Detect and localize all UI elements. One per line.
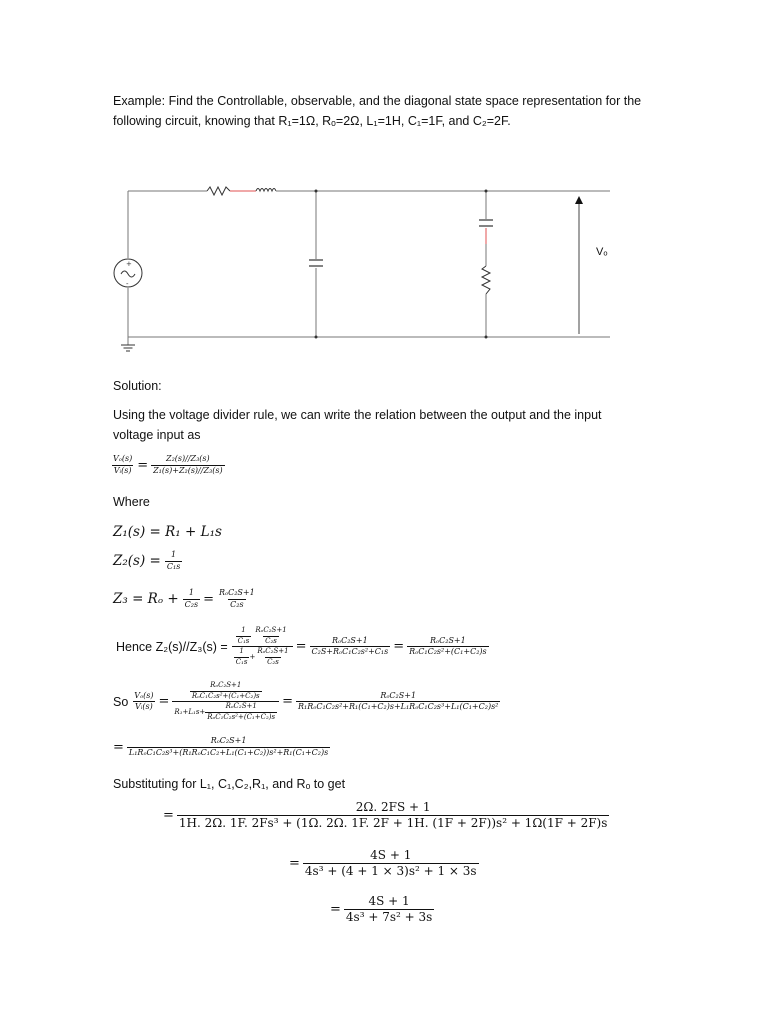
capacitor-c1 xyxy=(309,260,323,266)
z3-num1: 1 xyxy=(188,588,194,597)
final-sym-num: RₒC₂S+1 xyxy=(210,736,247,745)
final-symbolic-equation: = $\frac{\text{RₒC₂S+1}}{\text{L₁RₒC₁C₂s³+(R₁RₒC₁C₂+L₁(C₁+C₂))s²+R₁(C₁+C₂)s}}$ xyxy=(113,736,329,757)
vo-label: Vₒ xyxy=(596,246,608,258)
hence-b-den: C₂S+RₒC₁C₂s²+C₁s xyxy=(311,647,389,657)
hence-a-d2d: C₂s xyxy=(267,658,279,667)
sub1-den: 1H. 2Ω. 1F. 2Fs³ + (1Ω. 2Ω. 1F. 2F + 1H. (1F + 2F))s² + 1Ω(1F + 2F)s xyxy=(178,816,608,831)
z2-den: C₁s xyxy=(166,561,181,571)
svg-text:-: - xyxy=(126,280,129,288)
eq-voltage-divider: $\frac{\text{Vₒ(s)}}{\text{Vᵢ(s)}}$ = $\frac{\text{Z₂(s)//Z₃(s)}}{\text{Z₁(s)+Z₂(s)//Z₃(s)}}$ xyxy=(113,454,223,475)
hence-prefix: Hence Z₂(s)//Z₃(s) = xyxy=(116,639,228,654)
svg-text:+: + xyxy=(126,260,132,268)
hence-c-den: RₒC₁C₂s²+(C₁+C₂)s xyxy=(409,647,487,657)
intro-line-1: Example: Find the Controllable, observable, and the diagonal state space representation for the xyxy=(113,94,642,108)
z2-lhs: Z₂(s) = xyxy=(113,553,161,570)
so-prefix: So xyxy=(113,694,129,709)
z3-num2: RₒC₂S+1 xyxy=(219,588,255,597)
sub3-num: 4S + 1 xyxy=(368,894,410,908)
so-a-nn: RₒC₂S+1 xyxy=(210,681,242,689)
eq-vd-rhs-den: Z₁(s)+Z₂(s)//Z₃(s) xyxy=(153,465,223,475)
z2-equation xyxy=(113,551,182,572)
z3-lhs: Z₃ = Rₒ + xyxy=(113,591,179,608)
inductor-l1 xyxy=(256,189,276,192)
hence-a-n2d: C₂s xyxy=(265,636,277,645)
hence-a-n2: RₒC₂S+1 xyxy=(255,626,287,634)
resistor-ro xyxy=(482,266,490,294)
substituting-text: Substituting for L₁, C₁,C₂,R₁, and Rₒ to get xyxy=(113,777,346,791)
so-equation: So $\frac{\text{Vₒ(s)}}{\text{Vᵢ(s)}}$ = $\frac{\text{RₒC₂S+1}}{\text{RₒC₁C₂s²+(C₁+C₂)s}}$ R₁+L₁s+ $\frac{\text{RₒC₂S+1}}{\text{RₒC₁C₂s²+(C₁+C₂)s}}$ = $\frac{\text{RₒC₂S+1}}{\text{R₁RₒC₁C₂s²+R₁(C₁+C₂)s+L₁RₒC₁C₂s³+L₁(C₁+C₂)s²}}$ xyxy=(113,681,499,722)
so-a-den-left: R₁+L₁s+ xyxy=(174,707,206,716)
divider-line-2: voltage input as xyxy=(113,428,201,442)
hence-c-num: RₒC₂S+1 xyxy=(430,635,466,645)
z3-den1: C₂s xyxy=(184,599,199,609)
so-a-dd: RₒC₁C₂s²+(C₁+C₂)s xyxy=(207,713,276,722)
so-lhs-num: Vₒ(s) xyxy=(134,690,154,700)
hence-a-d1: 1 xyxy=(239,647,244,656)
sub1-num: 2Ω. 2FS + 1 xyxy=(355,800,431,814)
sub-equation-1: = 2Ω. 2FS + 1 1H. 2Ω. 1F. 2Fs³ + (1Ω. 2Ω. 1F. 2F + 1H. (1F + 2F))s² + 1Ω(1F + 2F)s xyxy=(163,800,608,831)
eq-vd-rhs-num: Z₂(s)//Z₃(s) xyxy=(166,454,210,463)
z2-num: 1 xyxy=(171,550,177,559)
so-b-den: R₁RₒC₁C₂s²+R₁(C₁+C₂)s+L₁RₒC₁C₂s³+L₁(C₁+C₂)s² xyxy=(298,702,499,712)
hence-a-d2: RₒC₂S+1 xyxy=(257,647,289,656)
ground-symbol xyxy=(121,345,135,351)
intro-line-2: following circuit, knowing that R₁=1Ω, Rₒ=2Ω, L₁=1H, C₁=1F, and C₂=2F. xyxy=(113,114,511,128)
sub-equation-3: = $\frac{4S + 1}{\text{4s³ + 7s² + 3s}}$ xyxy=(330,894,433,925)
hence-b-num: RₒC₂S+1 xyxy=(332,635,368,645)
capacitor-c2 xyxy=(479,220,493,226)
so-lhs-den: Vᵢ(s) xyxy=(135,702,153,712)
resistor-r1 xyxy=(207,187,230,195)
hence-equation: Hence Z₂(s)//Z₃(s) = $\frac{1}{\text{C₁s}}$ $\frac{\text{RₒC₂S+1}}{\text{C₂s}}$ $\frac{1}{\text{C₁s}}$ + $\frac{\text{RₒC₂S+1}}{\text{C₂s}}$ = $\frac{\text{RₒC₂S+1}}{\text{C₂S+RₒC₁C₂s²+C₁s}}$ = $\frac{\text{RₒC₂S+1}}{\text{RₒC₁C₂s²+(C₁+C₂)s}}$ xyxy=(116,626,487,667)
eq-vd-lhs-num: Vₒ(s) xyxy=(113,454,133,463)
hence-a-n1d: C₁s xyxy=(237,636,250,645)
z3-equation: Z₃ = Rₒ + $\frac{1}{\text{C₂s}}$ = $\frac{\text{RₒC₂S+1}}{\text{C₂s}}$ xyxy=(113,588,255,609)
solution-heading: Solution: xyxy=(113,379,162,393)
so-a-nd: RₒC₁C₂s²+(C₁+C₂)s xyxy=(191,691,260,700)
sub2-num: 4S + 1 xyxy=(370,848,412,862)
final-sym-den: L₁RₒC₁C₂s³+(R₁RₒC₁C₂+L₁(C₁+C₂))s²+R₁(C₁+C₂)s xyxy=(128,747,329,757)
z1-equation: Z₁(s) = R₁ + L₁s xyxy=(113,524,222,540)
z3-den2: C₂s xyxy=(230,599,244,609)
divider-line-1: Using the voltage divider rule, we can write the relation between the output and the input xyxy=(113,408,602,422)
hence-a-n1: 1 xyxy=(241,626,246,634)
hence-a-d1d: C₁s xyxy=(235,658,248,667)
sub2-den: 4s³ + (4 + 1 × 3)s² + 1 × 3s xyxy=(304,864,477,879)
vo-arrow-icon xyxy=(575,196,583,204)
so-a-dn: RₒC₂S+1 xyxy=(225,702,257,711)
where-label: Where xyxy=(113,495,150,509)
circuit-diagram xyxy=(0,0,768,370)
so-b-num: RₒC₂S+1 xyxy=(380,690,417,700)
sub-equation-2: = $\frac{4S + 1}{\text{4s³ + (4 + 1 × 3)s² + 1 × 3s}}$ xyxy=(289,848,477,879)
sub3-den: 4s³ + 7s² + 3s xyxy=(345,910,433,925)
eq-vd-lhs-den: Vᵢ(s) xyxy=(113,465,132,475)
